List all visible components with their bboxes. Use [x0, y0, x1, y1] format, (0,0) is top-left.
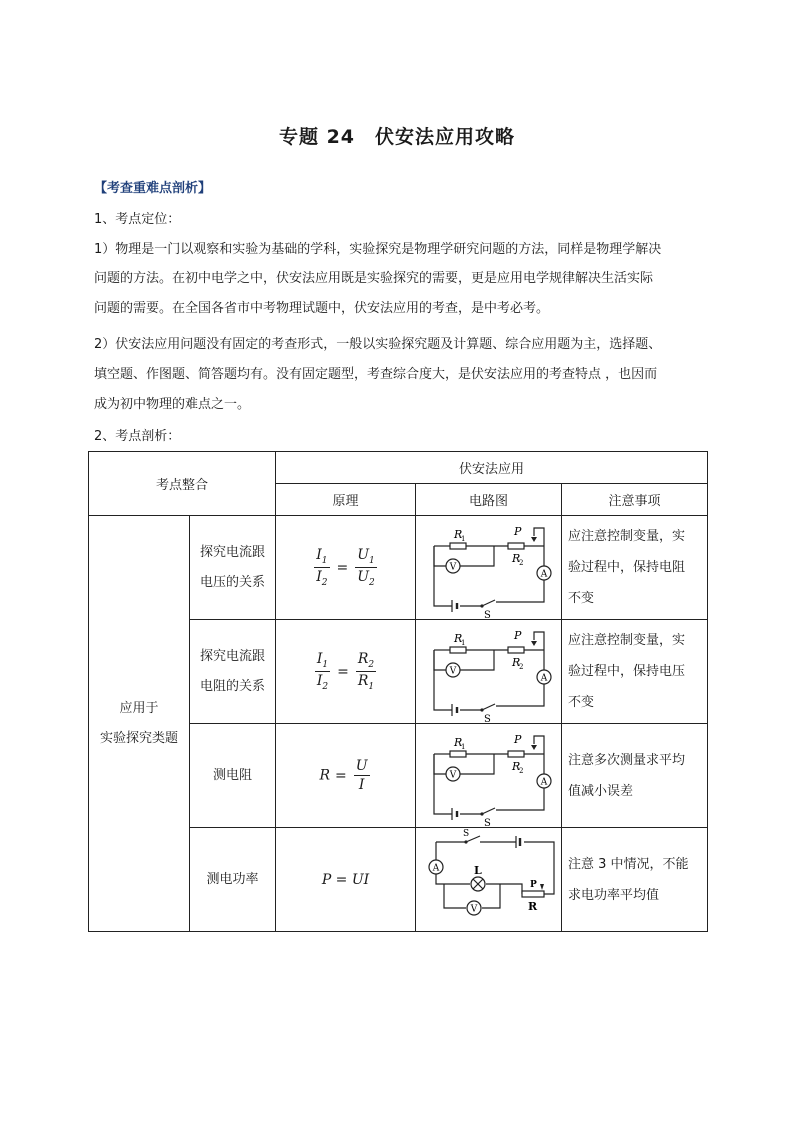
- rheostat-r2: [508, 751, 524, 757]
- meter-label: V: [449, 666, 456, 676]
- topic-line: 电压的关系: [200, 574, 266, 590]
- component-label: R: [511, 551, 520, 565]
- paragraph: 成为初中物理的难点之一。: [94, 397, 251, 412]
- meter-label: A: [540, 569, 547, 579]
- circuit-cell: [416, 516, 562, 620]
- wire: [434, 546, 446, 566]
- category-line: 应用于: [119, 700, 159, 716]
- wire: [544, 850, 554, 894]
- wire: [436, 874, 470, 884]
- switch-blade: [482, 704, 495, 710]
- note-line: 注意多次测量求平均: [568, 752, 686, 768]
- slider-arrow-icon: [540, 884, 544, 890]
- wire: [434, 546, 452, 606]
- rheostat-r2: [508, 543, 524, 549]
- circuit-diagram: [424, 518, 554, 621]
- topic-line: 探究电流跟: [200, 648, 266, 664]
- topic-line: 探究电流跟: [200, 544, 266, 560]
- note-line: 验过程中，保持电阻: [568, 560, 686, 575]
- wire: [434, 754, 452, 814]
- category-cell: [89, 516, 190, 932]
- note-line: 不变: [568, 591, 595, 606]
- slider-label: P: [529, 879, 537, 890]
- formula-cell: $\frac{I_1}{I_2}$ = $\frac{U_1}{U_2}$: [276, 516, 416, 620]
- note-line: 求电功率平均值: [568, 887, 660, 903]
- circuit-diagram: [424, 622, 554, 725]
- wire: [434, 754, 446, 774]
- lamp-label: L: [473, 863, 482, 877]
- topic-cell: [190, 828, 276, 932]
- note-line: 验过程中，保持电压: [568, 664, 686, 679]
- component-subscript: 2: [518, 766, 523, 775]
- subheader-notes: 注意事项: [562, 484, 708, 516]
- subheader-circuit: 电路图: [416, 484, 562, 516]
- resistor-r1: [450, 751, 466, 757]
- page-title: 专题 24 伏安法应用攻略: [278, 126, 516, 148]
- meter-label: V: [470, 904, 477, 914]
- slider-label: P: [513, 628, 521, 642]
- note-cell: [562, 516, 708, 620]
- component-label: R: [511, 759, 520, 773]
- paragraph: 填空题、作图题、简答题均有。没有固定题型，考查综合度大，是伏安法应用的考查特点 ，也因而: [94, 367, 658, 382]
- analysis-table: [88, 451, 708, 932]
- component-subscript: 2: [518, 558, 523, 567]
- slider-arrow-icon: [531, 745, 537, 750]
- topic-line: 测电功率: [206, 871, 259, 887]
- paragraph: 1、考点定位：: [94, 212, 181, 227]
- wire: [434, 650, 446, 670]
- wire: [496, 788, 544, 810]
- note-line: 应注意控制变量，实: [568, 633, 686, 648]
- meter-label: A: [540, 673, 547, 683]
- paragraph: 问题的需要。在全国各省市中考物理试题中，伏安法应用的考查，是中考必考。: [94, 301, 550, 316]
- header-left: 考点整合: [89, 452, 276, 516]
- circuit-cell: [416, 724, 562, 828]
- section-heading: 【考查重难点剖析】: [94, 181, 212, 196]
- component-subscript: 1: [460, 534, 465, 543]
- switch-label: S: [462, 828, 469, 839]
- category-line: 实验探究类题: [99, 730, 178, 746]
- paragraph: 问题的方法。在初中电学之中，伏安法应用既是实验探究的需要，更是应用电学规律解决生活实际: [94, 271, 654, 286]
- switch-label: S: [483, 609, 491, 621]
- meter-label: V: [449, 562, 456, 572]
- formula-cell: P = UI: [276, 828, 416, 932]
- component-label: R: [511, 655, 520, 669]
- slider-arrow-icon: [531, 537, 537, 542]
- circuit-cell: [416, 620, 562, 724]
- rheostat-r2: [508, 647, 524, 653]
- fraction: $\frac{I_1}{I_2}$: [316, 651, 329, 692]
- wire: [534, 736, 544, 774]
- circuit-cell: [416, 828, 562, 932]
- topic-cell: [190, 620, 276, 724]
- note-cell: [562, 724, 708, 828]
- wire: [534, 528, 544, 566]
- note-cell: [562, 620, 708, 724]
- wire: [524, 842, 554, 850]
- formula-cell: R = $\frac{U}{I}$: [276, 724, 416, 828]
- power-circuit-diagram: [424, 830, 554, 926]
- wire: [496, 684, 544, 706]
- meter-label: V: [449, 770, 456, 780]
- paragraph: 1）物理是一门以观察和实验为基础的学科，实验探究是物理学研究问题的方法，同样是物理学解决: [94, 242, 662, 257]
- switch-blade: [482, 808, 495, 814]
- wire: [486, 884, 522, 894]
- switch-label: S: [483, 817, 491, 829]
- component-label: R: [453, 631, 462, 645]
- rheostat: [522, 891, 544, 897]
- topic-line: 测电阻: [213, 767, 253, 783]
- wire: [482, 884, 500, 908]
- resistor-r1: [450, 647, 466, 653]
- meter-label: A: [432, 863, 439, 873]
- switch-blade: [482, 600, 495, 606]
- paragraph: 2、考点剖析：: [94, 429, 181, 444]
- fraction: $\frac{I_1}{I_2}$: [316, 547, 328, 588]
- fraction: $\frac{U}{I}$: [355, 758, 368, 793]
- note-line: 不变: [568, 695, 595, 710]
- component-subscript: 2: [518, 662, 523, 671]
- wire: [496, 580, 544, 602]
- header-right: 伏安法应用: [276, 452, 708, 484]
- component-label: R: [453, 735, 462, 749]
- topic-cell: [190, 516, 276, 620]
- component-subscript: 1: [460, 742, 465, 751]
- fraction: $\frac{U_1}{U_2}$: [357, 547, 375, 588]
- slider-arrow-icon: [531, 641, 537, 646]
- meter-label: A: [540, 777, 547, 787]
- component-label: R: [453, 527, 462, 541]
- note-cell: [562, 828, 708, 932]
- wire: [434, 650, 452, 710]
- rheostat-label: R: [527, 899, 537, 913]
- note-line: 应注意控制变量，实: [568, 529, 686, 544]
- circuit-diagram: [424, 726, 554, 829]
- component-subscript: 1: [460, 638, 465, 647]
- subheader-principle: 原理: [276, 484, 416, 516]
- wire: [444, 884, 466, 908]
- wire: [534, 632, 544, 670]
- note-line: 值减小误差: [568, 783, 634, 799]
- paragraph: 2）伏安法应用问题没有固定的考查形式，一般以实验探究题及计算题、综合应用题为主，选择题、: [94, 337, 662, 352]
- slider-label: P: [513, 524, 521, 538]
- switch-label: S: [483, 713, 491, 725]
- topic-line: 电阻的关系: [200, 678, 266, 694]
- fraction: $\frac{R_2}{R_1}$: [357, 651, 375, 692]
- resistor-r1: [450, 543, 466, 549]
- note-line: 注意 3 中情况，不能: [568, 856, 689, 872]
- slider-label: P: [513, 732, 521, 746]
- topic-cell: [190, 724, 276, 828]
- formula-cell: $\frac{I_1}{I_2}$ = $\frac{R_2}{R_1}$: [276, 620, 416, 724]
